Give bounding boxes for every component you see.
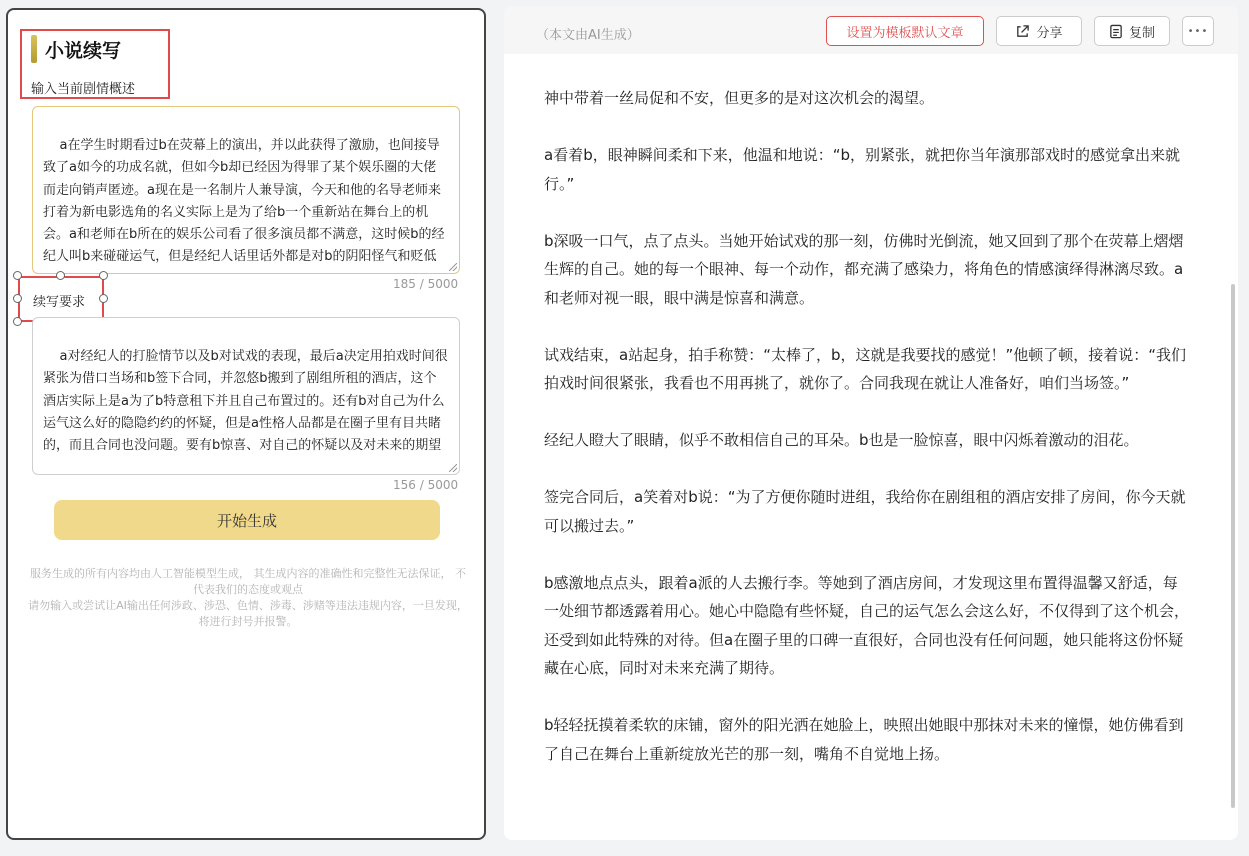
set-template-button[interactable]: 设置为模板默认文章: [826, 16, 984, 46]
article-paragraph: b深吸一口气，点了点头。当她开始试戏的那一刻，仿佛时光倒流，她又回到了那个在荧幕上熠熠生辉的自己。她的每一个眼神、每一个动作，都充满了感染力，将角色的情感演绎得淋漓尽致。a和老师对视一眼，眼中满是惊喜和满意。: [544, 231, 1184, 307]
share-icon: [1015, 24, 1030, 39]
article-paragraph: a看着b，眼神瞬间柔和下来，他温和地说：“b，别紧张，就把你当年演那部戏时的感觉拿出来就行。”: [544, 146, 1181, 193]
generate-button[interactable]: 开始生成: [54, 500, 440, 540]
summary-text: a在学生时期看过b在荧幕上的演出，并以此获得了激励，也间接导致了a如今的功成名就，但如今b却已经因为得罪了某个娱乐圈的大佬而走向销声匿迹。a现在是一名制片人兼导演，今天和他的名导老师来打着为新电影选角的名义实际上是为了给b一个重新站在舞台上的机会。a和老师在b所在的娱乐公司看了很多演员都不满意，这时候b的经纪人叫b来碰碰运气，但是经纪人话里话外都是对b的阴阳怪气和贬低: [43, 138, 445, 265]
article-paragraph: b轻轻抚摸着柔软的床铺，窗外的阳光洒在她脸上，映照出她眼中那抹对未来的憧憬，她仿佛看到了自己在舞台上重新绽放光芒的那一刻，嘴角不自觉地上扬。: [544, 716, 1184, 763]
page-title: 小说续写: [45, 40, 122, 62]
summary-textarea[interactable]: [32, 106, 460, 274]
disclaimer-line: 请勿输入或尝试让AI输出任何涉政、涉恐、色情、涉毒、涉赌等违法违规内容，一旦发现，将进行封号并报警。: [28, 599, 468, 628]
selection-handle[interactable]: [99, 294, 108, 303]
selection-handle[interactable]: [99, 271, 108, 280]
generated-article: [544, 84, 1189, 797]
requirement-textarea[interactable]: [32, 317, 460, 475]
left-panel: [6, 8, 486, 840]
resize-handle[interactable]: [449, 464, 457, 472]
share-button[interactable]: [996, 16, 1082, 46]
scrollbar[interactable]: [1231, 284, 1235, 808]
selection-handle[interactable]: [13, 271, 22, 280]
title-accent-bar: [31, 35, 37, 63]
article-paragraph: 经纪人瞪大了眼睛，似乎不敢相信自己的耳朵。b也是一脸惊喜，眼中闪烁着激动的泪花。: [544, 431, 1139, 449]
selection-handle[interactable]: [13, 294, 22, 303]
more-icon: •••: [1187, 25, 1209, 37]
requirement-label: 续写要求: [33, 295, 86, 310]
article-paragraph: b感激地点点头，跟着a派的人去搬行李。等她到了酒店房间，才发现这里布置得温馨又舒适，每一处细节都透露着用心。她心中隐隐有些怀疑，自己的运气怎么会这么好，不仅得到了这个机会，还受到如此特殊的对待。但a在圈子里的口碑一直很好，合同也没有任何问题，她只能将这份怀疑藏在心底，同时对未来充满了期待。: [544, 573, 1190, 677]
copy-button[interactable]: [1094, 16, 1170, 46]
resize-handle[interactable]: [449, 263, 457, 271]
article-paragraph: 神中带着一丝局促和不安，但更多的是对这次机会的渴望。: [544, 89, 935, 107]
selection-handle[interactable]: [13, 317, 22, 326]
ai-generated-note: （本文由AI生成）: [536, 28, 640, 43]
requirement-text: a对经纪人的打脸情节以及b对试戏的表现，最后a决定用拍戏时间很紧张为借口当场和b签下合同，并忽悠b搬到了剧组所租的酒店，这个酒店实际上是a为了b特意租下并且自己布置过的。还有b对自己为什么运气这么好的隐隐约约的怀疑，但是a性格人品都是在圈子里有目共睹的，而且合同也没问题。要有b惊喜、对自己的怀疑以及对未来的期望: [43, 349, 448, 454]
disclaimer-line: 服务生成的所有内容均由人工智能模型生成， 其生成内容的准确性和完整性无法保证， 不代表我们的态度或观点: [30, 567, 466, 596]
share-label: 分享: [1036, 25, 1063, 41]
article-paragraph: 签完合同后，a笑着对b说：“为了方便你随时进组，我给你在剧组租的酒店安排了房间，你今天就可以搬过去。”: [544, 488, 1186, 535]
copy-icon: [1109, 24, 1123, 39]
copy-label: 复制: [1128, 25, 1155, 41]
result-toolbar: [504, 6, 1238, 54]
summary-label: 输入当前剧情概述: [31, 82, 136, 97]
disclaimer: [28, 566, 468, 630]
more-button[interactable]: [1182, 16, 1214, 46]
selection-handle[interactable]: [56, 271, 65, 280]
right-panel: [504, 6, 1238, 840]
article-paragraph: 试戏结束，a站起身，拍手称赞：“太棒了，b，这就是我要找的感觉！”他顿了顿，接着说：“我们拍戏时间很紧张，我看也不用再挑了，就你了。合同我现在就让人准备好，咱们当场签。”: [544, 345, 1187, 392]
requirement-char-counter: 156 / 5000: [393, 478, 459, 492]
summary-char-counter: 185 / 5000: [393, 277, 459, 291]
